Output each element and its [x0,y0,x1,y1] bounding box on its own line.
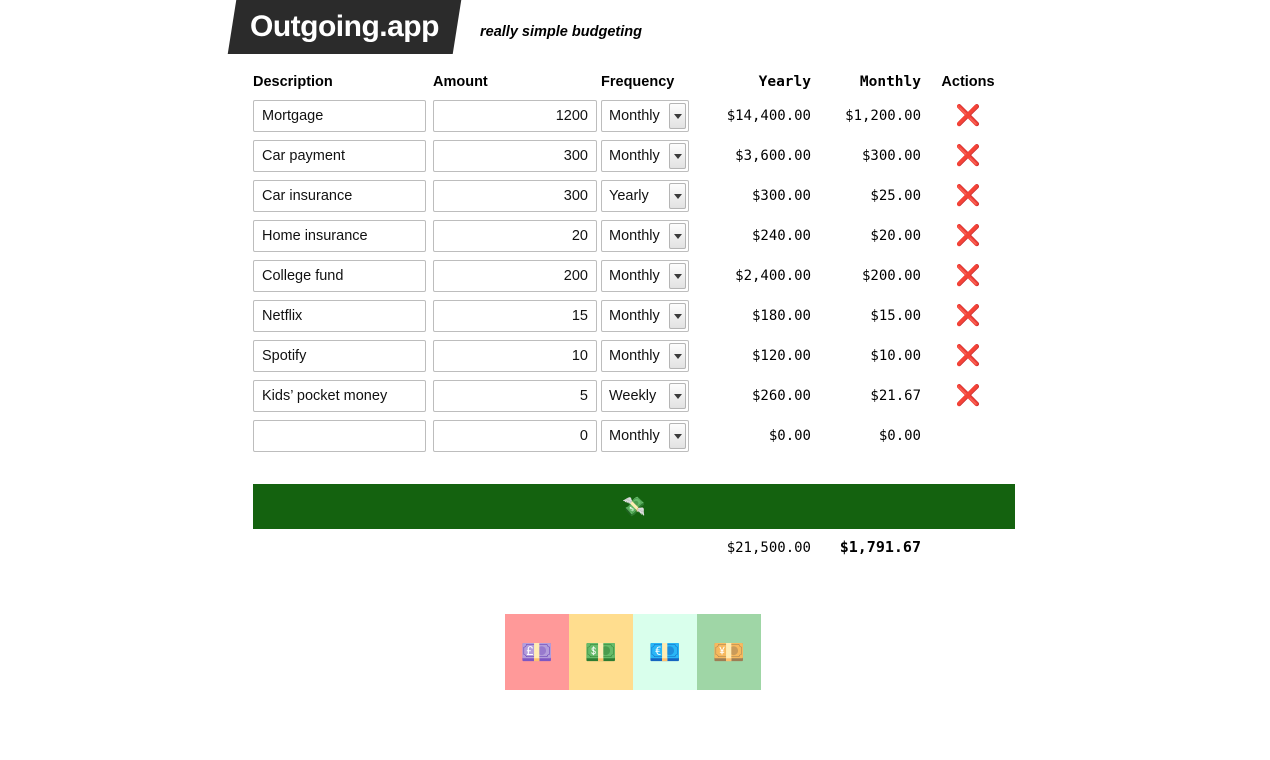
chevron-down-icon[interactable] [669,263,686,289]
currency-swatch-eur[interactable] [633,614,697,690]
cell-frequency [601,100,701,140]
description-input[interactable] [253,420,426,452]
delete-row-icon[interactable]: ❌ [955,223,981,247]
cell-frequency [601,220,701,260]
column-header-yearly: Yearly [758,74,811,90]
cell-description [253,220,433,260]
description-input[interactable] [253,100,426,132]
delete-row-icon[interactable]: ❌ [955,263,981,287]
frequency-select[interactable] [601,420,689,452]
cell-actions [921,140,1015,180]
chevron-down-icon[interactable] [669,103,686,129]
frequency-select[interactable] [601,300,689,332]
cell-yearly: $2,400.00 [735,268,811,284]
cell-amount [433,340,601,380]
banknote-icon: 💴 [712,637,746,667]
cell-monthly: $10.00 [870,348,921,364]
cell-yearly: $240.00 [751,228,811,244]
banknote-icon: 💷 [520,637,554,667]
frequency-select-value: Monthly [609,268,660,284]
frequency-select-value: Monthly [609,228,660,244]
frequency-select-value: Monthly [609,348,660,364]
frequency-select-value: Monthly [609,148,660,164]
cell-description [253,100,433,140]
cell-frequency [601,260,701,300]
cell-monthly: $25.00 [870,188,921,204]
description-input[interactable] [253,260,426,292]
cell-amount [433,140,601,180]
cell-yearly: $300.00 [751,188,811,204]
amount-input[interactable] [433,180,597,212]
cell-frequency [601,420,701,460]
column-header-monthly: Monthly [859,74,921,90]
delete-row-icon[interactable]: ❌ [955,103,981,127]
cell-description [253,380,433,420]
total-yearly: $21,500.00 [726,540,811,556]
cell-monthly: $0.00 [878,428,921,444]
brand-title: Outgoing.app [250,10,439,43]
delete-row-icon[interactable]: ❌ [955,303,981,327]
cell-monthly: $15.00 [870,308,921,324]
column-header-description: Description [253,74,333,90]
cell-amount [433,420,601,460]
delete-row-icon[interactable]: ❌ [955,383,981,407]
cell-actions [921,260,1015,300]
amount-input[interactable] [433,420,597,452]
cell-actions [921,180,1015,220]
cell-amount [433,100,601,140]
cell-frequency [601,180,701,220]
cell-yearly: $0.00 [768,428,811,444]
description-input[interactable] [253,340,426,372]
frequency-select[interactable] [601,260,689,292]
frequency-select[interactable] [601,220,689,252]
cell-yearly: $3,600.00 [735,148,811,164]
cell-description [253,300,433,340]
delete-row-icon[interactable]: ❌ [955,183,981,207]
cell-amount [433,220,601,260]
cell-actions [921,380,1015,420]
chevron-down-icon[interactable] [669,343,686,369]
cell-frequency [601,300,701,340]
frequency-select[interactable] [601,340,689,372]
amount-input[interactable] [433,100,597,132]
cell-description [253,260,433,300]
cell-description [253,140,433,180]
chevron-down-icon[interactable] [669,423,686,449]
frequency-select-value: Yearly [609,188,649,204]
amount-input[interactable] [433,140,597,172]
cell-amount [433,260,601,300]
table-body [253,100,1015,460]
column-header-frequency: Frequency [601,74,675,90]
frequency-select-value: Monthly [609,308,660,324]
description-input[interactable] [253,140,426,172]
cell-actions [921,300,1015,340]
banknote-icon: 💵 [584,637,618,667]
amount-input[interactable] [433,380,597,412]
brand-tab [228,0,462,54]
table-row [253,380,1015,420]
description-input[interactable] [253,300,426,332]
table-row [253,100,1015,140]
chevron-down-icon[interactable] [669,383,686,409]
description-input[interactable] [253,380,426,412]
table-row [253,260,1015,300]
table-row [253,180,1015,220]
cell-amount [433,180,601,220]
currency-selector [505,614,761,690]
cell-frequency [601,380,701,420]
budget-table [253,74,1015,460]
frequency-select[interactable] [601,380,689,412]
amount-input[interactable] [433,300,597,332]
currency-swatch-gbp[interactable] [505,614,569,690]
table-header-row [253,74,1015,100]
chevron-down-icon[interactable] [669,223,686,249]
description-input[interactable] [253,180,426,212]
chevron-down-icon[interactable] [669,303,686,329]
money-with-wings-icon: 💸 [622,496,646,518]
table-row [253,340,1015,380]
delete-row-icon[interactable]: ❌ [955,343,981,367]
cell-monthly: $20.00 [870,228,921,244]
table-row [253,420,1015,460]
cell-description [253,180,433,220]
cell-amount [433,380,601,420]
cell-monthly: $1,200.00 [845,108,921,124]
cell-yearly: $120.00 [751,348,811,364]
description-input[interactable] [253,220,426,252]
cell-amount [433,300,601,340]
app-header [0,0,1270,56]
cell-monthly: $200.00 [861,268,921,284]
frequency-select-value: Monthly [609,428,660,444]
table-row [253,300,1015,340]
totals-row [253,538,1015,556]
table-row [253,140,1015,180]
delete-row-icon[interactable]: ❌ [955,143,981,167]
add-row-button[interactable] [253,484,1015,529]
cell-yearly: $260.00 [751,388,811,404]
frequency-select-value: Weekly [609,388,657,404]
currency-swatch-jpy[interactable] [697,614,761,690]
cell-actions [921,220,1015,260]
amount-input[interactable] [433,260,597,292]
cell-monthly: $300.00 [861,148,921,164]
table-row [253,220,1015,260]
cell-description [253,420,433,460]
frequency-select[interactable] [601,140,689,172]
cell-monthly: $21.67 [870,388,921,404]
cell-actions [921,340,1015,380]
cell-frequency [601,340,701,380]
amount-input[interactable] [433,220,597,252]
cell-frequency [601,140,701,180]
amount-input[interactable] [433,340,597,372]
total-monthly: $1,791.67 [839,538,921,556]
cell-actions [921,420,1015,460]
app-tagline: really simple budgeting [480,24,642,40]
cell-description [253,340,433,380]
currency-swatch-usd[interactable] [569,614,633,690]
table-header [253,74,1015,100]
frequency-select-value: Monthly [609,108,660,124]
frequency-select[interactable] [601,100,689,132]
banknote-icon: 💶 [648,637,682,667]
chevron-down-icon[interactable] [669,143,686,169]
cell-yearly: $14,400.00 [726,108,811,124]
column-header-amount: Amount [433,74,488,90]
column-header-actions: Actions [941,74,995,90]
chevron-down-icon[interactable] [669,183,686,209]
cell-actions [921,100,1015,140]
frequency-select[interactable] [601,180,689,212]
budget-table-wrap [253,74,1015,460]
cell-yearly: $180.00 [751,308,811,324]
